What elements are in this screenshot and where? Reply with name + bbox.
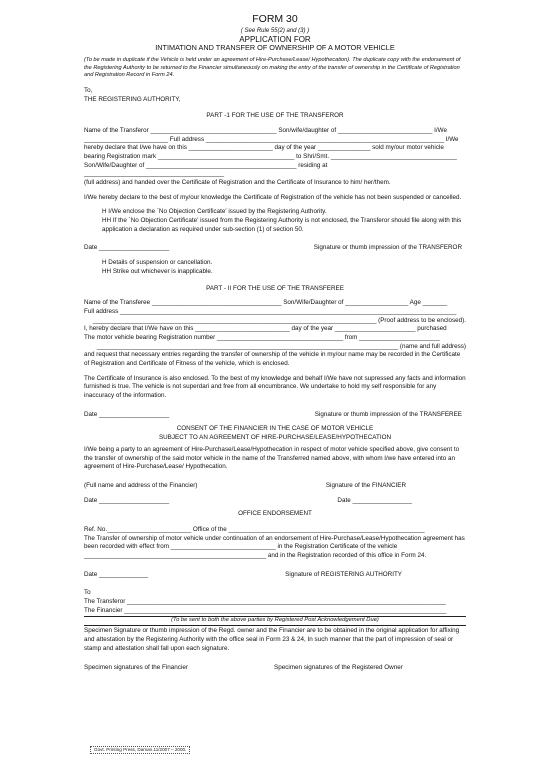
noc-enclosed-option: H I/We enclose the `No Objection Certificate' issued by the Registering Authority. <box>102 208 327 216</box>
to-transferor-line: The Transferor ___________________________________________________________________________________________ <box>84 598 446 606</box>
entry-request-text: and request that necessary entries regarding the transfer of ownership of the vehicle in my/our name may be recorded in the Certificate of Registration and Certificate of Fitness of the vehicle, which is enclosed. <box>84 351 461 368</box>
handover-line: (full address) and handed over the Certificate of Registration and the Certificate of Insurance to him/ her/them. <box>84 179 391 187</box>
printer-imprint: Govt. Printing Press, Daman.11/2007 – 2000. <box>90 746 190 754</box>
part2-heading: PART - II FOR THE USE OF THE TRANSFEREE <box>206 284 344 292</box>
form-number: FORM 30 <box>252 13 298 25</box>
address-authority: THE REGISTERING AUTHORITY, <box>84 95 181 103</box>
specimen-financier: Specimen signatures of the Financier <box>84 663 188 671</box>
financier-date-left: Date ____________________ <box>84 496 170 504</box>
authority-signature-row <box>84 571 466 580</box>
transferee-address-line: Full address ________________________________________________________________________________________________ <box>84 307 457 315</box>
ref-office-line: Ref. No.________________________ Office of the ________________________________________________________ <box>84 525 425 533</box>
to-financier-line: The Financier ____________________________________________________________________________________________ <box>84 606 447 614</box>
financier-name-label: (Full name and address of the Financier) <box>84 481 198 489</box>
transferor-signature: Signature or thumb impression of the TRANSFEROR <box>313 244 462 252</box>
financier-date-right: Date _________________ <box>337 496 412 504</box>
rule-reference: ( See Rule 55(2) and (3) ) <box>240 27 310 34</box>
strike-out-note: HH Strike out whichever is inapplicable. <box>102 267 213 275</box>
office-endorsement-heading: OFFICE ENDORSEMENT <box>238 510 312 518</box>
consent-heading-2: SUBJECT TO AN AGREEMENT OF HIRE-PURCHASE/LEASE/HYPOTHECATION <box>158 434 392 442</box>
application-subtitle: INTIMATION AND TRANSFER OF OWNERSHIP OF A MOTOR VEHICLE <box>155 43 395 53</box>
specimen-owner: Specimen signatures of the Registered Owner <box>274 663 403 671</box>
registered-post-note: (To be sent to both the above parties by Registered Post Acknowledgement Due) <box>84 616 466 626</box>
form-page <box>84 14 466 672</box>
transfer-recorded-text: The Transfer of ownership of motor vehicle under continuation of an endorsement of Hire-Purchase/Lease/Hypothecation agreement has been recorded with effect from ______________________________ in the Registration Certificate of the vehicle <box>84 534 465 551</box>
insurance-statement: The Certificate of Insurance is also enclosed. To the best of my knowledge and behalf I/We have not supressed any facts and information furnished is true. The vehicle is not superdari and free from all encumbrance. We undertake to hold my self responsible for any inaccuracy of the information. <box>84 374 466 400</box>
financier-signature-label: Signature of the FINANCIER <box>325 481 406 489</box>
financier-name-row <box>84 482 466 491</box>
transferee-date: Date ____________________ <box>84 410 170 418</box>
application-title: APPLICATION FOR <box>239 34 311 44</box>
financier-date-row <box>84 497 466 506</box>
specimen-signature-text: Specimen Signature or thumb impression of the Regd. owner and the Financier are to be obtained in the original application for affixing and attestation by the Registering Authority with the office seal in Form 23 & 24, In such manner that the part of impression of seal or stamp and attestation shall fall upon each signature. <box>84 627 460 652</box>
transferee-signature-row <box>84 411 466 420</box>
transferee-name-line: Name of the Transferee _____________________________________ Son/Wife/Daughter of __________________ Age _______ <box>84 299 448 307</box>
consent-heading-1: CONSENT OF THE FINANCIER IN THE CASE OF MOTOR VEHICLE <box>176 425 374 433</box>
buyer-relation-line: Son/Wife/Daughter of ___________________________________________ residing at ________________________________________ <box>84 161 328 178</box>
transferor-signature-row <box>84 244 466 253</box>
specimen-row <box>84 664 466 673</box>
transferor-declaration: I/We hereby declare to the best of my/our knowledge the Certificate of Registration of the vehicle has not been suspended or cancelled. <box>84 193 462 201</box>
part1-heading: PART -1 FOR THE USE OF THE TRANSFEROR <box>206 112 344 120</box>
suspension-note: H Details of suspension or cancellation. <box>102 259 213 267</box>
duplicate-note: (To be made in duplicate if the Vehicle is held under an agreement of Hire-Purchase/Lease/ Hypothecation). The duplicate copy with the endorsement of the Registering Authority to be returned to the Financier simultaneously on making the entry of the transfer of ownership in the Certificate of Registration and Registration Record in Form 24. <box>84 57 461 79</box>
registration-record-line: ____________________________________________________ and in the Registration recorded of this office in Form 24. <box>84 552 427 560</box>
purchase-date-line: I, hereby declare that I/We have on this ___________________________ day of the year _______________________ purchased <box>84 325 447 333</box>
address-to: To, <box>84 86 93 94</box>
transferor-name-line: Name of the Transferor ____________________________________ Son/wife/daughter of ___________________________ I/We <box>84 126 447 134</box>
transferee-proof-line: _________________________________________________________________________________ (Proof address to be enclosed). <box>92 316 466 324</box>
transferor-date: Date ____________________ <box>84 244 170 252</box>
seller-name-line: ______________________________________________________________________________________ (name and full address) <box>96 342 466 350</box>
to-label: To <box>84 589 91 597</box>
consent-body: I/We being a party to an agreement of Hire-Purchase/Lease/Hypothecation in respect of motor vehicle specified above, give consent to the transfer of ownership of the said motor vehicle in the name of the Transferred named above, with whom I/we have entered into an agreement of Hire-Purchase/Lease/ Hypothecation. <box>84 445 460 471</box>
authority-signature: Signature of REGISTERING AUTHORITY <box>285 570 402 578</box>
noc-not-enclosed-option: HH If the `No Objection Certificate' issued from the Registering Authority is not enclosed, the Transferor should file along with this application a declaration as required under sub-section (1) of section 50. <box>102 217 462 233</box>
sale-date-line: hereby declare that I/we have on this ________________________ day of the year _______________ sold my/our motor vehicle <box>84 144 444 152</box>
registration-mark-line: bearing Registration mark _______________________________________ to Shri/Smt. ____________________________________ <box>84 152 457 160</box>
purchase-registration-line: The motor vehicle bearing Registration number ____________________________________ from _______________________ <box>84 333 440 341</box>
authority-date: Date ______________ <box>84 570 149 578</box>
transferee-signature: Signature or thumb impression of the TRANSFEREE <box>314 410 462 418</box>
transferor-address-line: ________________________ Full address ____________________________________________________________________ I/We <box>84 135 459 143</box>
